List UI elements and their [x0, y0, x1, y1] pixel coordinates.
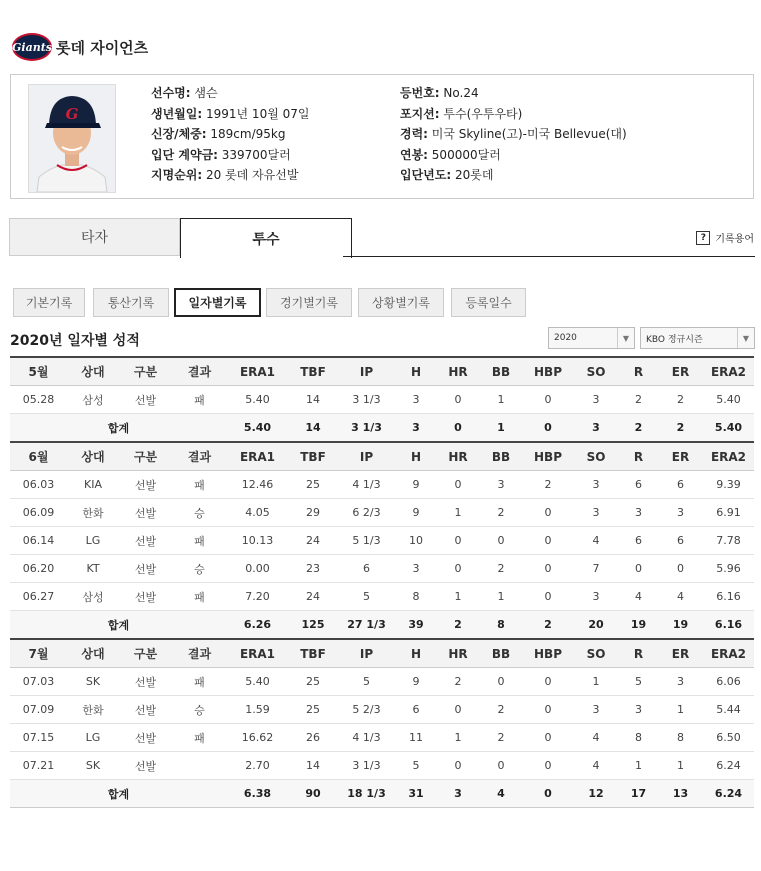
total-cell: 13: [658, 780, 703, 808]
table-cell: 3: [619, 499, 658, 527]
column-header: ER: [658, 639, 703, 668]
table-cell: 05.28: [10, 386, 67, 414]
table-cell: 3: [395, 386, 437, 414]
column-header: H: [395, 357, 437, 386]
table-cell: SK: [67, 668, 119, 696]
table-cell: 1: [573, 668, 619, 696]
table-cell: 9: [395, 471, 437, 499]
total-cell: 0: [523, 780, 573, 808]
table-cell: 0: [479, 527, 523, 555]
table-cell: 5.96: [703, 555, 754, 583]
table-cell: 6: [619, 471, 658, 499]
table-cell: 1: [437, 724, 479, 752]
table-cell: 06.20: [10, 555, 67, 583]
table-cell: 3: [619, 696, 658, 724]
month-header-row: [10, 442, 754, 471]
total-cell: 4: [479, 780, 523, 808]
table-cell: 2.70: [227, 752, 288, 780]
join-year-row: 입단년도: 20롯데: [400, 168, 494, 182]
total-cell: 19: [619, 611, 658, 640]
total-cell: 3: [437, 780, 479, 808]
career-row: 경력: 미국 Skyline(고)-미국 Bellevue(대): [400, 127, 627, 141]
table-cell: 1.59: [227, 696, 288, 724]
glossary-link[interactable]: [696, 230, 754, 245]
total-cell: 125: [288, 611, 338, 640]
table-cell: 0: [437, 696, 479, 724]
table-cell: 25: [288, 471, 338, 499]
table-cell: 패: [172, 471, 227, 499]
subtab-game[interactable]: 경기별기록: [266, 288, 352, 317]
column-header: 구분: [119, 639, 172, 668]
table-cell: 6.91: [703, 499, 754, 527]
table-cell: 선발: [119, 499, 172, 527]
total-cell: 18 1/3: [338, 780, 395, 808]
column-header: ER: [658, 357, 703, 386]
table-cell: 8: [658, 724, 703, 752]
table-cell: 1: [437, 499, 479, 527]
table-cell: 5.40: [227, 668, 288, 696]
table-cell: 3: [479, 471, 523, 499]
table-cell: 4: [573, 752, 619, 780]
table-cell: 0: [523, 668, 573, 696]
column-header: H: [395, 442, 437, 471]
year-select[interactable]: [548, 327, 635, 349]
column-header: ERA1: [227, 442, 288, 471]
column-header: TBF: [288, 639, 338, 668]
column-header: SO: [573, 639, 619, 668]
subtab-daily[interactable]: 일자별기록: [174, 288, 261, 317]
column-header: ERA2: [703, 357, 754, 386]
team-name: 롯데 자이언츠: [56, 38, 149, 57]
chevron-down-icon: ▼: [617, 328, 634, 348]
main-tabs: [9, 218, 755, 258]
table-cell: 3: [395, 555, 437, 583]
column-header: 상대: [67, 357, 119, 386]
column-header: 상대: [67, 639, 119, 668]
total-label: 합계: [10, 611, 227, 640]
table-cell: 선발: [119, 471, 172, 499]
table-cell: 3: [658, 499, 703, 527]
total-cell: 6.24: [703, 780, 754, 808]
column-header: 결과: [172, 357, 227, 386]
table-cell: 06.03: [10, 471, 67, 499]
table-cell: 0: [437, 471, 479, 499]
table-cell: 1: [479, 583, 523, 611]
table-row: [10, 668, 754, 696]
table-cell: 선발: [119, 386, 172, 414]
table-cell: 1: [479, 386, 523, 414]
table-cell: 1: [658, 696, 703, 724]
month-header-row: [10, 639, 754, 668]
table-cell: 5 2/3: [338, 696, 395, 724]
table-cell: 1: [437, 583, 479, 611]
table-cell: 6: [619, 527, 658, 555]
table-cell: KT: [67, 555, 119, 583]
table-cell: 승: [172, 696, 227, 724]
table-cell: 07.09: [10, 696, 67, 724]
column-header: IP: [338, 357, 395, 386]
table-cell: LG: [67, 527, 119, 555]
table-cell: 3 1/3: [338, 386, 395, 414]
draft-row: 지명순위: 20 롯데 자유선발: [151, 168, 299, 182]
question-icon: ?: [696, 231, 710, 245]
column-header: ERA1: [227, 357, 288, 386]
table-cell: 4: [573, 724, 619, 752]
table-cell: 8: [395, 583, 437, 611]
table-cell: 선발: [119, 752, 172, 780]
table-cell: 패: [172, 583, 227, 611]
column-header: HR: [437, 357, 479, 386]
total-cell: 5.40: [703, 414, 754, 443]
total-cell: 20: [573, 611, 619, 640]
table-cell: 0: [523, 696, 573, 724]
svg-text:G: G: [65, 105, 79, 123]
table-cell: 3: [658, 668, 703, 696]
table-cell: KIA: [67, 471, 119, 499]
table-cell: 6 2/3: [338, 499, 395, 527]
table-cell: 0: [479, 668, 523, 696]
column-header: BB: [479, 357, 523, 386]
tab-hitter[interactable]: 타자: [9, 218, 180, 256]
table-cell: 14: [288, 752, 338, 780]
table-row: [10, 555, 754, 583]
table-cell: 4: [573, 527, 619, 555]
column-header: 결과: [172, 639, 227, 668]
column-header: H: [395, 639, 437, 668]
total-cell: 90: [288, 780, 338, 808]
table-cell: 5.40: [227, 386, 288, 414]
table-cell: 5.44: [703, 696, 754, 724]
table-cell: 6.24: [703, 752, 754, 780]
total-cell: 17: [619, 780, 658, 808]
table-row: [10, 471, 754, 499]
glossary-label: 기록용어: [715, 234, 754, 245]
table-cell: 10: [395, 527, 437, 555]
table-cell: 1: [658, 752, 703, 780]
table-cell: 5.40: [703, 386, 754, 414]
total-cell: 0: [523, 414, 573, 443]
column-header: HR: [437, 442, 479, 471]
subtab-situation[interactable]: 상황별기록: [358, 288, 444, 317]
column-header: R: [619, 357, 658, 386]
table-cell: 3: [573, 386, 619, 414]
table-cell: 9.39: [703, 471, 754, 499]
table-cell: 6: [658, 527, 703, 555]
column-header: 상대: [67, 442, 119, 471]
column-header: SO: [573, 442, 619, 471]
table-cell: 16.62: [227, 724, 288, 752]
table-cell: 한화: [67, 499, 119, 527]
table-cell: 2: [619, 386, 658, 414]
section-title: 2020년 일자별 성적: [10, 333, 140, 349]
uniform-number-row: 등번호: No.24: [400, 86, 479, 100]
total-cell: 6.38: [227, 780, 288, 808]
column-header: HBP: [523, 639, 573, 668]
column-header: TBF: [288, 442, 338, 471]
daily-stats-table: [10, 356, 754, 808]
month-label: 6월: [10, 442, 67, 471]
total-cell: 27 1/3: [338, 611, 395, 640]
table-cell: 2: [479, 499, 523, 527]
table-cell: 0.00: [227, 555, 288, 583]
total-cell: 6.26: [227, 611, 288, 640]
table-cell: 6: [338, 555, 395, 583]
table-cell: 0: [479, 752, 523, 780]
column-header: 결과: [172, 442, 227, 471]
table-cell: 4 1/3: [338, 471, 395, 499]
table-cell: 2: [479, 696, 523, 724]
total-label: 합계: [10, 780, 227, 808]
total-cell: 8: [479, 611, 523, 640]
column-header: 구분: [119, 357, 172, 386]
table-cell: 패: [172, 386, 227, 414]
player-profile: [10, 74, 754, 199]
table-cell: 선발: [119, 724, 172, 752]
table-cell: 6: [658, 471, 703, 499]
tabs-divider: [343, 256, 755, 257]
total-cell: 3: [573, 414, 619, 443]
table-cell: 0: [523, 527, 573, 555]
table-cell: 06.27: [10, 583, 67, 611]
table-cell: 선발: [119, 583, 172, 611]
table-cell: 0: [523, 752, 573, 780]
logo-text: Giants: [12, 40, 52, 54]
table-cell: 0: [523, 499, 573, 527]
table-cell: 한화: [67, 696, 119, 724]
table-cell: 0: [523, 583, 573, 611]
table-cell: 5 1/3: [338, 527, 395, 555]
table-cell: LG: [67, 724, 119, 752]
table-cell: 2: [479, 724, 523, 752]
table-cell: 6.50: [703, 724, 754, 752]
total-cell: 2: [658, 414, 703, 443]
table-row: [10, 386, 754, 414]
table-cell: 6.06: [703, 668, 754, 696]
table-cell: 4: [658, 583, 703, 611]
table-cell: 3: [573, 583, 619, 611]
table-cell: 14: [288, 386, 338, 414]
total-row: [10, 780, 754, 808]
total-cell: 0: [437, 414, 479, 443]
subtab-basic[interactable]: 기본기록: [13, 288, 85, 317]
table-cell: 9: [395, 499, 437, 527]
height-weight-row: 신장/체중: 189cm/95kg: [151, 127, 286, 141]
birthdate-row: 생년월일: 1991년 10월 07일: [151, 106, 310, 121]
table-cell: 9: [395, 668, 437, 696]
table-cell: 패: [172, 724, 227, 752]
total-cell: 1: [479, 414, 523, 443]
table-cell: 5: [619, 668, 658, 696]
table-cell: 0: [437, 752, 479, 780]
chevron-down-icon: ▼: [737, 328, 754, 348]
table-cell: 2: [658, 386, 703, 414]
year-select-value: 2020: [554, 333, 577, 343]
table-cell: 4: [619, 583, 658, 611]
column-header: R: [619, 442, 658, 471]
table-row: [10, 752, 754, 780]
table-cell: 07.21: [10, 752, 67, 780]
total-cell: 3: [395, 414, 437, 443]
column-header: ERA2: [703, 442, 754, 471]
subtab-career[interactable]: 통산기록: [93, 288, 169, 317]
table-cell: 25: [288, 696, 338, 724]
table-cell: 7.20: [227, 583, 288, 611]
table-cell: 26: [288, 724, 338, 752]
table-cell: 06.14: [10, 527, 67, 555]
total-cell: 3 1/3: [338, 414, 395, 443]
table-cell: 패: [172, 668, 227, 696]
month-label: 7월: [10, 639, 67, 668]
total-cell: 39: [395, 611, 437, 640]
table-cell: 23: [288, 555, 338, 583]
total-cell: 2: [523, 611, 573, 640]
table-cell: 29: [288, 499, 338, 527]
column-header: BB: [479, 639, 523, 668]
table-row: [10, 583, 754, 611]
column-header: IP: [338, 639, 395, 668]
column-header: HR: [437, 639, 479, 668]
total-row: [10, 414, 754, 443]
player-photo: [28, 84, 116, 193]
column-header: 구분: [119, 442, 172, 471]
profile-info-left: [151, 83, 309, 186]
column-header: ER: [658, 442, 703, 471]
table-cell: 0: [523, 386, 573, 414]
table-cell: 7: [573, 555, 619, 583]
table-cell: 3: [573, 471, 619, 499]
table-cell: 패: [172, 527, 227, 555]
table-cell: 5: [338, 668, 395, 696]
table-cell: 0: [437, 555, 479, 583]
table-cell: 5: [395, 752, 437, 780]
total-cell: 2: [619, 414, 658, 443]
table-cell: 3: [573, 696, 619, 724]
player-name-row: 선수명: 샘슨: [151, 86, 218, 100]
total-cell: 2: [437, 611, 479, 640]
column-header: ERA2: [703, 639, 754, 668]
table-cell: 0: [619, 555, 658, 583]
table-cell: SK: [67, 752, 119, 780]
total-cell: 12: [573, 780, 619, 808]
season-select-value: KBO 정규시즌: [646, 334, 703, 345]
tab-pitcher[interactable]: 투수: [180, 218, 352, 258]
table-cell: 6: [395, 696, 437, 724]
table-cell: 07.15: [10, 724, 67, 752]
team-header: [12, 32, 148, 62]
table-cell: 10.13: [227, 527, 288, 555]
table-cell: 0: [523, 555, 573, 583]
total-cell: 19: [658, 611, 703, 640]
table-cell: 3 1/3: [338, 752, 395, 780]
salary-row: 연봉: 500000달러: [400, 147, 501, 162]
table-cell: 선발: [119, 696, 172, 724]
profile-info-right: [400, 83, 627, 186]
total-cell: 14: [288, 414, 338, 443]
month-header-row: [10, 357, 754, 386]
table-cell: 삼성: [67, 583, 119, 611]
table-cell: 0: [658, 555, 703, 583]
total-cell: 6.16: [703, 611, 754, 640]
table-cell: 11: [395, 724, 437, 752]
table-cell: 4.05: [227, 499, 288, 527]
total-row: [10, 611, 754, 640]
table-cell: 24: [288, 527, 338, 555]
table-cell: 0: [437, 527, 479, 555]
table-cell: 2: [479, 555, 523, 583]
total-cell: 31: [395, 780, 437, 808]
subtab-registration[interactable]: 등록일수: [451, 288, 526, 317]
table-row: [10, 724, 754, 752]
table-cell: 삼성: [67, 386, 119, 414]
table-cell: 0: [437, 386, 479, 414]
total-cell: 5.40: [227, 414, 288, 443]
column-header: HBP: [523, 357, 573, 386]
position-row: 포지션: 투수(우투우타): [400, 106, 523, 121]
table-cell: 2: [523, 471, 573, 499]
table-row: [10, 499, 754, 527]
table-cell: 8: [619, 724, 658, 752]
table-cell: 승: [172, 555, 227, 583]
column-header: TBF: [288, 357, 338, 386]
table-cell: 4 1/3: [338, 724, 395, 752]
table-cell: 0: [523, 724, 573, 752]
month-label: 5월: [10, 357, 67, 386]
table-cell: 24: [288, 583, 338, 611]
table-cell: 12.46: [227, 471, 288, 499]
column-header: BB: [479, 442, 523, 471]
table-cell: 1: [619, 752, 658, 780]
table-cell: 5: [338, 583, 395, 611]
table-cell: 6.16: [703, 583, 754, 611]
table-cell: 선발: [119, 555, 172, 583]
total-label: 합계: [10, 414, 227, 443]
column-header: HBP: [523, 442, 573, 471]
table-cell: 25: [288, 668, 338, 696]
column-header: SO: [573, 357, 619, 386]
table-cell: 선발: [119, 668, 172, 696]
column-header: IP: [338, 442, 395, 471]
table-cell: 07.03: [10, 668, 67, 696]
column-header: R: [619, 639, 658, 668]
table-row: [10, 696, 754, 724]
table-cell: 선발: [119, 527, 172, 555]
signing-bonus-row: 입단 계약금: 339700달러: [151, 147, 291, 162]
table-cell: 승: [172, 499, 227, 527]
column-header: ERA1: [227, 639, 288, 668]
table-cell: 3: [573, 499, 619, 527]
table-cell: 2: [437, 668, 479, 696]
team-logo[interactable]: [12, 33, 52, 61]
table-cell: 06.09: [10, 499, 67, 527]
table-cell: 7.78: [703, 527, 754, 555]
season-select[interactable]: [640, 327, 755, 349]
table-cell: [172, 752, 227, 780]
table-row: [10, 527, 754, 555]
